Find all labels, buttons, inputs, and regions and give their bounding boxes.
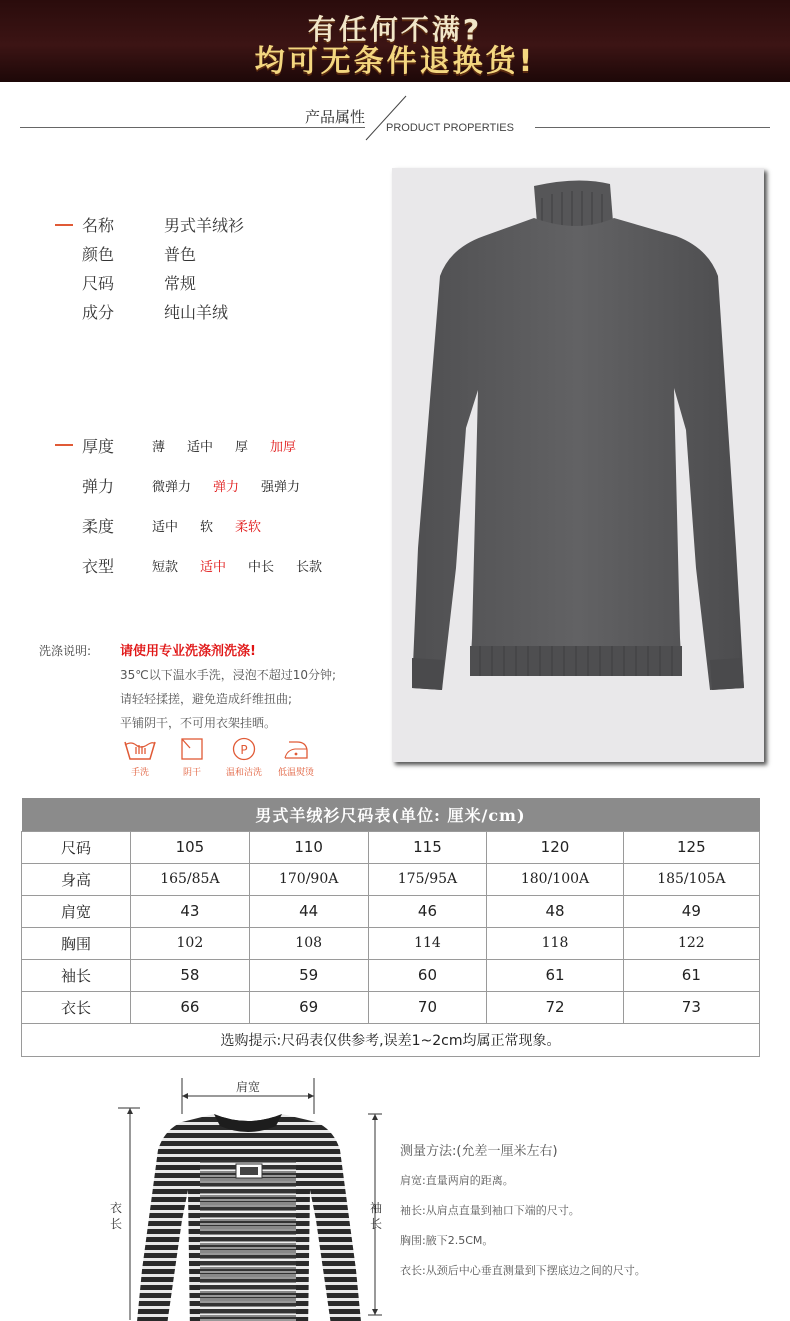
table-note-row — [22, 1023, 760, 1056]
table-cell: 108 — [249, 927, 368, 959]
table-cell: 61 — [487, 959, 623, 991]
size-chart-table — [21, 798, 760, 1057]
table-cell: 61 — [623, 959, 759, 991]
table-cell: 59 — [249, 959, 368, 991]
care-shade-dry — [166, 736, 218, 778]
attr-row-material — [55, 297, 244, 326]
table-cell: 69 — [249, 991, 368, 1023]
level-option: 适中 — [152, 519, 179, 535]
row-label: 袖长 — [22, 959, 131, 991]
level-name: 柔度 — [82, 516, 115, 536]
table-cell: 72 — [487, 991, 623, 1023]
level-option: 适中 — [187, 439, 214, 455]
attr-value: 常规 — [164, 274, 197, 293]
attr-value: 普色 — [164, 245, 197, 264]
level-option-selected: 弹力 — [213, 479, 240, 495]
attribute-list — [55, 210, 244, 326]
product-photo — [392, 168, 764, 762]
size-chart-caption: 男式羊绒衫尺码表(单位: 厘米/cm) — [22, 798, 760, 831]
method-row: 肩宽:直量两肩的距离。 — [400, 1174, 514, 1187]
section-header — [0, 90, 790, 150]
shade-dry-icon — [179, 736, 205, 762]
low-iron-icon — [279, 736, 313, 762]
level-name: 厚度 — [82, 436, 115, 456]
table-cell: 43 — [131, 895, 250, 927]
level-option: 短款 — [152, 559, 179, 575]
care-icons — [114, 736, 322, 778]
table-cell: 46 — [368, 895, 487, 927]
level-name: 弹力 — [82, 476, 115, 496]
turtleneck-sweater-image — [392, 168, 764, 762]
svg-text:P: P — [240, 743, 248, 757]
table-cell: 48 — [487, 895, 623, 927]
table-cell: 110 — [249, 831, 368, 863]
care-low-iron — [270, 736, 322, 778]
measurement-method — [400, 1140, 646, 1292]
method-title: 测量方法:(允差一厘米左右) — [400, 1144, 558, 1159]
level-row — [55, 465, 344, 505]
section-title-en: PRODUCT PROPERTIES — [386, 122, 514, 134]
header-rule-left — [20, 127, 365, 128]
table-cell: 114 — [368, 927, 487, 959]
table-row — [22, 927, 760, 959]
header-rule-right — [535, 127, 770, 128]
attr-row-name — [55, 210, 244, 239]
level-row — [55, 545, 344, 585]
sleeve-label: 袖长 — [370, 1201, 383, 1231]
level-option: 长款 — [296, 559, 323, 575]
hand-wash-icon — [122, 736, 158, 762]
wash-line: 请轻轻揉搓，避免造成纤维扭曲; — [120, 692, 293, 706]
table-cell: 125 — [623, 831, 759, 863]
table-row — [22, 831, 760, 863]
table-cell: 44 — [249, 895, 368, 927]
banner-line-2: 均可无条件退换货! — [254, 44, 536, 79]
table-cell: 60 — [368, 959, 487, 991]
feature-levels — [55, 425, 344, 585]
care-label: 阴干 — [182, 768, 201, 778]
section-title-cn: 产品属性 — [305, 108, 366, 126]
table-cell: 58 — [131, 959, 250, 991]
wash-line: 平铺阴干，不可用衣架挂晒。 — [120, 716, 277, 730]
table-cell: 49 — [623, 895, 759, 927]
attr-label: 名称 — [82, 216, 115, 235]
level-option-selected: 适中 — [200, 559, 227, 575]
banner-line-1: 有任何不满? — [307, 13, 483, 46]
care-label: 温和洁洗 — [225, 768, 262, 778]
level-option: 强弹力 — [261, 479, 301, 495]
level-row — [55, 425, 344, 465]
table-cell: 185/105A — [623, 863, 759, 895]
table-cell: 165/85A — [131, 863, 250, 895]
table-cell: 118 — [487, 927, 623, 959]
attr-value: 男式羊绒衫 — [164, 216, 245, 235]
level-option: 软 — [200, 519, 214, 535]
table-row — [22, 863, 760, 895]
attr-label: 成分 — [82, 303, 115, 322]
measurement-diagram — [110, 1070, 400, 1321]
row-label: 肩宽 — [22, 895, 131, 927]
method-row: 袖长:从肩点直量到袖口下端的尺寸。 — [400, 1204, 580, 1217]
table-cell: 70 — [368, 991, 487, 1023]
row-label: 身高 — [22, 863, 131, 895]
table-cell: 66 — [131, 991, 250, 1023]
attr-label: 颜色 — [82, 245, 115, 264]
attr-value: 纯山羊绒 — [164, 303, 229, 322]
promo-banner — [0, 0, 790, 82]
table-row — [22, 959, 760, 991]
wash-warning: 请使用专业洗涤剂洗涤! — [120, 644, 256, 659]
row-label: 胸围 — [22, 927, 131, 959]
care-label: 低温熨烫 — [277, 768, 314, 778]
dry-clean-p-icon — [231, 736, 257, 762]
table-row — [22, 991, 760, 1023]
shoulder-label: 肩宽 — [236, 1080, 261, 1094]
table-cell: 175/95A — [368, 863, 487, 895]
level-row — [55, 505, 344, 545]
table-row — [22, 895, 760, 927]
method-row: 衣长:从颈后中心垂直测量到下摆底边之间的尺寸。 — [400, 1264, 646, 1277]
attr-label: 尺码 — [82, 274, 115, 293]
care-label: 手洗 — [130, 768, 149, 778]
measurement-guide — [110, 1070, 710, 1321]
attr-row-color — [55, 239, 244, 268]
care-gentle-clean — [218, 736, 270, 778]
level-option: 微弹力 — [152, 479, 192, 495]
care-hand-wash — [114, 736, 166, 778]
table-cell: 105 — [131, 831, 250, 863]
table-cell: 120 — [487, 831, 623, 863]
level-option: 中长 — [248, 559, 275, 575]
size-note: 选购提示:尺码表仅供参考,误差1~2cm均属正常现象。 — [22, 1023, 760, 1056]
level-option-selected: 柔软 — [235, 519, 262, 535]
table-cell: 122 — [623, 927, 759, 959]
dash-marker — [55, 444, 73, 446]
table-cell: 115 — [368, 831, 487, 863]
table-cell: 102 — [131, 927, 250, 959]
row-label: 衣长 — [22, 991, 131, 1023]
level-name: 衣型 — [82, 556, 115, 576]
dash-marker — [55, 224, 73, 226]
row-label: 尺码 — [22, 831, 131, 863]
level-option-selected: 加厚 — [270, 439, 297, 455]
level-option: 薄 — [152, 439, 166, 455]
level-option: 厚 — [235, 439, 249, 455]
header-slash — [360, 94, 410, 142]
attr-row-size — [55, 268, 244, 297]
table-cell: 73 — [623, 991, 759, 1023]
table-cell: 170/90A — [249, 863, 368, 895]
method-row: 胸围:腋下2.5CM。 — [400, 1234, 494, 1247]
length-label: 衣长 — [110, 1201, 123, 1231]
wash-line: 35℃以下温水手洗，浸泡不超过10分钟; — [120, 668, 337, 682]
wash-title: 洗涤说明: — [39, 644, 92, 658]
table-cell: 180/100A — [487, 863, 623, 895]
